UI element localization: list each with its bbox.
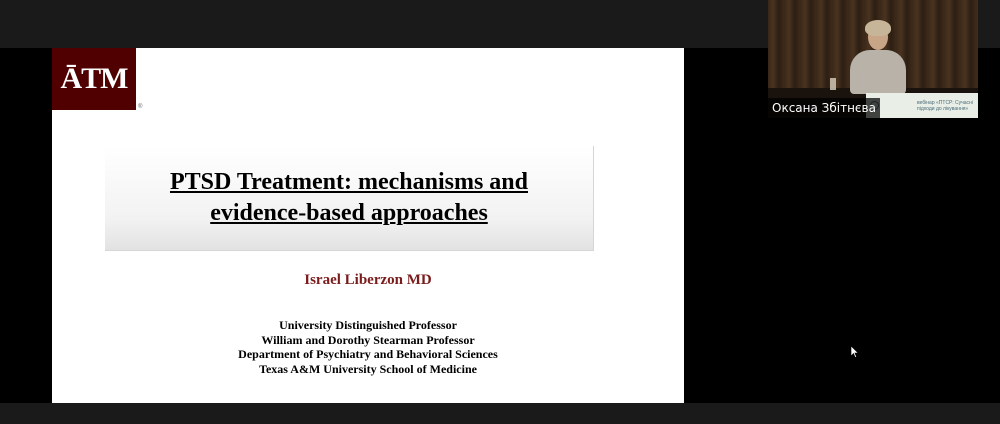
affiliation-line: University Distinguished Professor xyxy=(279,318,457,332)
webinar-banner xyxy=(866,93,978,118)
banner-org-text xyxy=(881,100,909,112)
tamu-logo xyxy=(52,48,136,110)
banner-text: вебінар «ПТСР: Сучасні підходи до лікування» xyxy=(917,99,973,112)
shared-slide xyxy=(52,48,684,403)
participant-video-tile[interactable] xyxy=(768,0,978,118)
slide-title-line-1: PTSD Treatment: mechanisms and xyxy=(169,169,528,195)
speaker-body xyxy=(850,50,906,94)
affiliation-line: William and Dorothy Stearman Professor xyxy=(261,332,475,347)
affiliation-line: Department of Psychiatry and Behavioral Sciences xyxy=(238,347,498,361)
affiliation-line: Texas A&M University School of Medicine xyxy=(259,361,477,376)
arrow-cursor-icon xyxy=(851,346,859,358)
slide-title-line-2: evidence-based approaches xyxy=(210,200,488,226)
slide-author: Israel Liberzon MD xyxy=(304,272,432,288)
speaker-hair xyxy=(865,20,891,36)
logo-text: ĀTM xyxy=(60,62,128,95)
slide-affiliations xyxy=(52,318,684,376)
participant-name-tag: Оксана Збітнєва xyxy=(768,98,880,118)
meeting-bottom-bar xyxy=(0,403,1000,424)
slide-title-box xyxy=(105,146,594,251)
water-glass xyxy=(830,78,836,90)
logo-registered-mark: ® xyxy=(138,104,143,110)
